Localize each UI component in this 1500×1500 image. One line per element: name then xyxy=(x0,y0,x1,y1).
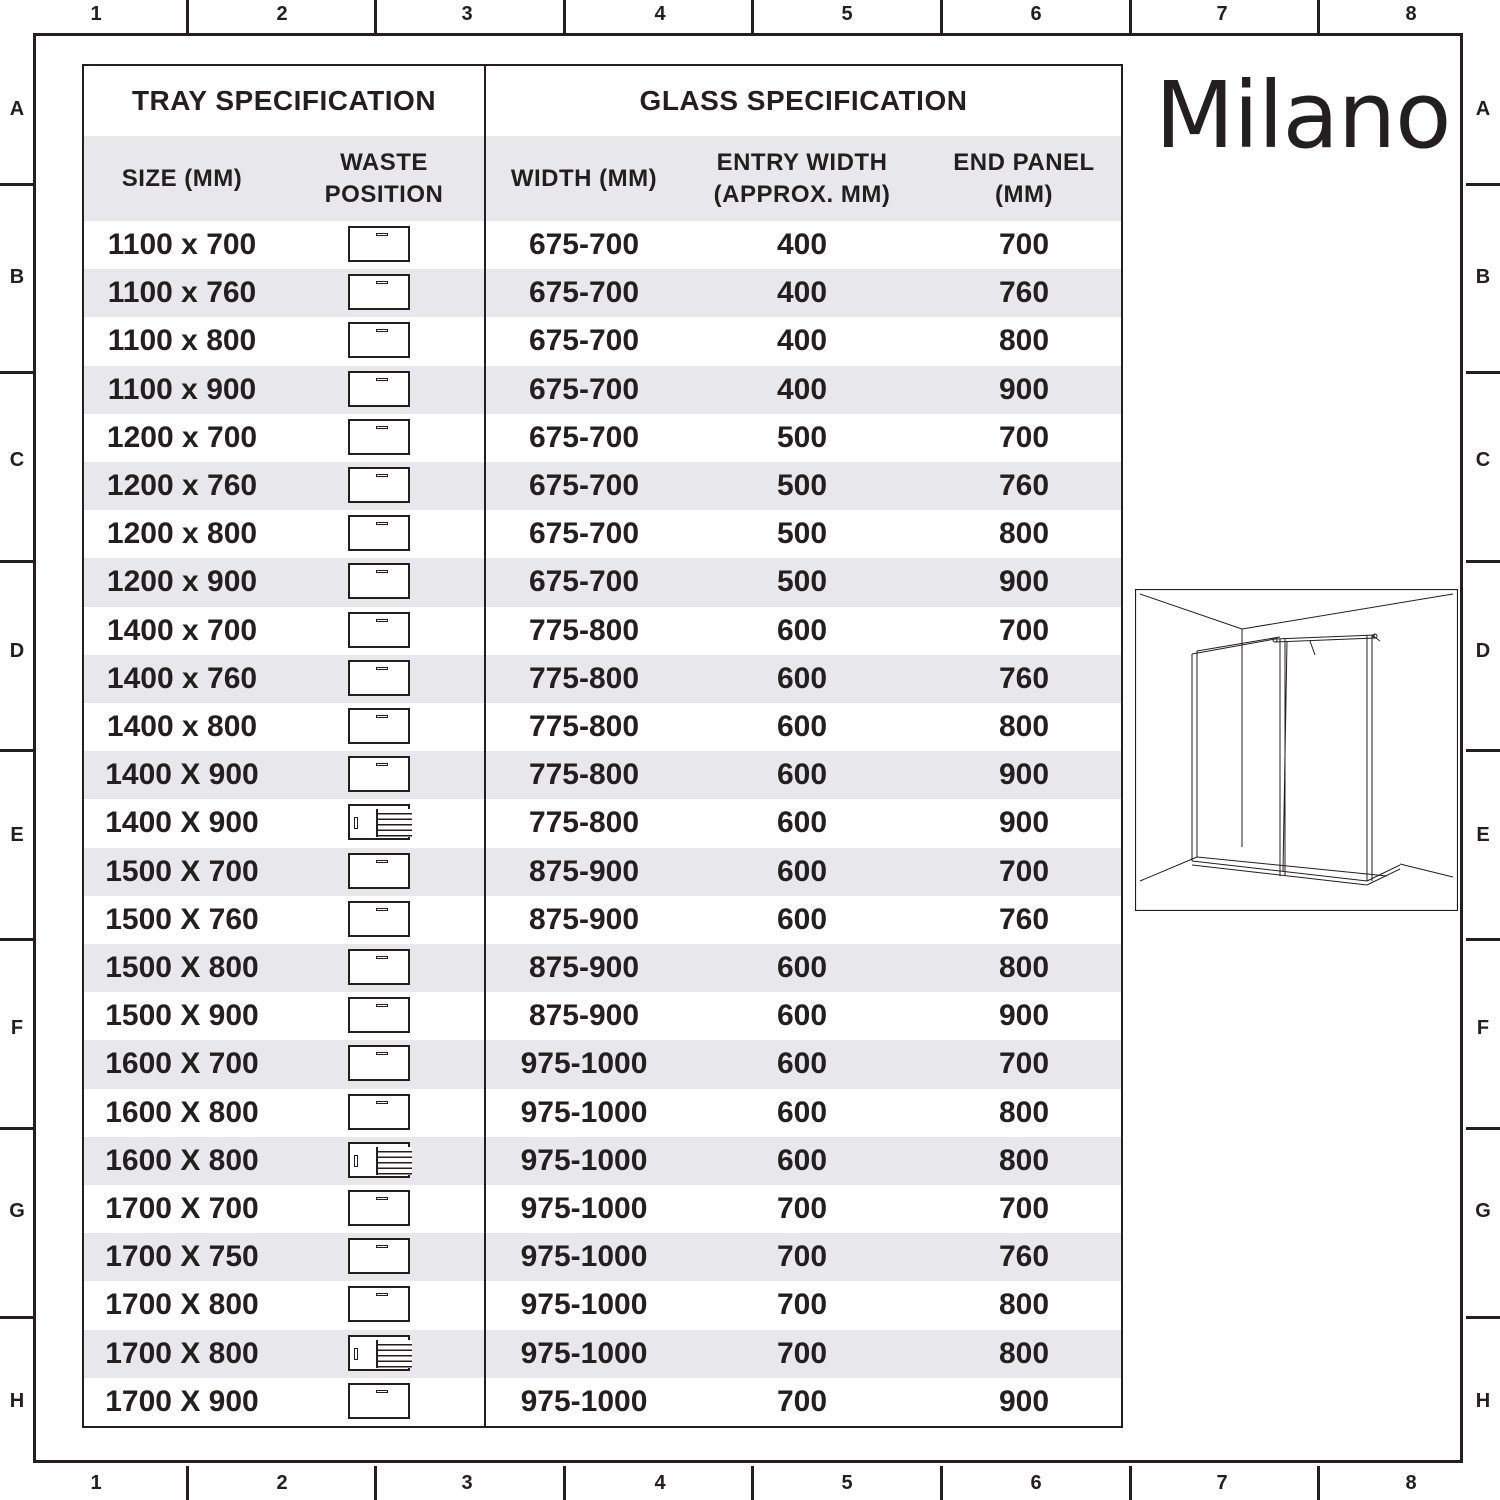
end-panel-cell: 800 xyxy=(998,517,1050,551)
grid-tick xyxy=(0,749,33,752)
end-panel-cell: 700 xyxy=(998,228,1050,262)
table-row xyxy=(84,799,1121,847)
row-label-right: A xyxy=(1475,98,1491,120)
entry-width-cell: 600 xyxy=(776,758,828,792)
specification-table xyxy=(82,64,1123,1428)
entry-width-cell: 400 xyxy=(776,324,828,358)
entry-width-cell: 700 xyxy=(776,1384,828,1418)
width-cell: 875-900 xyxy=(528,951,640,985)
entry-width-cell: 600 xyxy=(776,661,828,695)
table-row xyxy=(84,607,1121,655)
entry-width-cell: 600 xyxy=(776,854,828,888)
grid-tick xyxy=(1317,0,1320,33)
width-cell: 975-1000 xyxy=(520,1047,648,1081)
grid-tick xyxy=(0,1316,33,1319)
size-cell: 1600 X 800 xyxy=(105,1095,259,1129)
size-cell: 1700 X 800 xyxy=(105,1336,259,1370)
grid-tick xyxy=(1466,1316,1500,1319)
row-label-right: D xyxy=(1475,640,1491,662)
size-cell: 1400 x 700 xyxy=(106,613,258,647)
column-label-bottom: 4 xyxy=(654,1472,666,1494)
width-cell: 975-1000 xyxy=(520,1240,648,1274)
size-cell: 1200 x 800 xyxy=(106,517,258,551)
size-cell: 1100 x 900 xyxy=(107,372,257,406)
width-cell: 975-1000 xyxy=(520,1336,648,1370)
end-panel-cell: 700 xyxy=(998,420,1050,454)
tray-spec-title: TRAY SPECIFICATION xyxy=(131,85,437,116)
width-cell: 875-900 xyxy=(528,854,640,888)
grid-tick xyxy=(374,0,377,33)
tray-grate-mark xyxy=(376,809,412,837)
entry-width-cell: 500 xyxy=(776,469,828,503)
size-cell: 1700 X 900 xyxy=(105,1384,259,1418)
center-waste-icon xyxy=(348,949,410,985)
center-waste-icon xyxy=(348,226,410,262)
end-panel-cell: 900 xyxy=(998,372,1050,406)
entry-width-cell: 400 xyxy=(776,276,828,310)
grid-tick xyxy=(1129,1466,1132,1500)
table-row xyxy=(84,1330,1121,1378)
entry-width-cell: 600 xyxy=(776,1143,828,1177)
end-panel-cell: 800 xyxy=(998,1143,1050,1177)
grid-tick xyxy=(1129,0,1132,33)
width-cell: 975-1000 xyxy=(520,1384,648,1418)
grid-tick xyxy=(0,371,33,374)
waste-outlet-mark xyxy=(376,329,388,332)
width-cell: 875-900 xyxy=(528,999,640,1033)
entry-width-cell: 600 xyxy=(776,806,828,840)
column-label-bottom: 1 xyxy=(90,1472,102,1494)
grid-tick xyxy=(751,0,754,33)
column-label-top: 6 xyxy=(1030,3,1042,25)
linear-waste-icon xyxy=(348,1142,410,1178)
entry-width-cell: 700 xyxy=(776,1288,828,1322)
size-cell: 1400 x 760 xyxy=(106,661,258,695)
column-label-top: 1 xyxy=(90,3,102,25)
size-cell: 1400 X 900 xyxy=(105,806,259,840)
column-label-top: 4 xyxy=(654,3,666,25)
grid-tick xyxy=(1466,749,1500,752)
center-waste-icon xyxy=(348,1383,410,1419)
waste-outlet-mark xyxy=(376,378,388,381)
end-panel-cell: 800 xyxy=(998,324,1050,358)
row-label-left: D xyxy=(9,640,25,662)
end-panel-cell: 900 xyxy=(998,806,1050,840)
entry-width-cell: 600 xyxy=(776,710,828,744)
end-panel-cell: 900 xyxy=(998,565,1050,599)
row-label-right: F xyxy=(1476,1017,1490,1039)
end-panel-cell: 700 xyxy=(998,1047,1050,1081)
waste-outlet-mark xyxy=(354,1155,358,1167)
end-panel-cell: 760 xyxy=(998,469,1050,503)
width-cell: 675-700 xyxy=(528,276,640,310)
entry-width-cell: 500 xyxy=(776,565,828,599)
width-cell: 675-700 xyxy=(528,420,640,454)
width-cell: 775-800 xyxy=(528,710,640,744)
waste-outlet-mark xyxy=(354,817,358,829)
grid-tick xyxy=(1466,560,1500,563)
grid-tick xyxy=(563,1466,566,1500)
center-waste-icon xyxy=(348,274,410,310)
table-row xyxy=(84,751,1121,799)
size-cell: 1600 X 700 xyxy=(105,1047,259,1081)
grid-tick xyxy=(1466,183,1500,186)
entry-width-cell: 500 xyxy=(776,517,828,551)
width-cell: 775-800 xyxy=(528,758,640,792)
table-row xyxy=(84,848,1121,896)
grid-tick xyxy=(0,560,33,563)
table-row xyxy=(84,510,1121,558)
column-label-bottom: 5 xyxy=(841,1472,853,1494)
waste-outlet-mark xyxy=(354,1348,358,1360)
size-cell: 1600 X 800 xyxy=(105,1143,259,1177)
row-label-left: E xyxy=(10,824,24,846)
width-cell: 675-700 xyxy=(528,469,640,503)
waste-outlet-mark xyxy=(376,281,388,284)
column-label-bottom: 7 xyxy=(1216,1472,1228,1494)
size-cell: 1500 X 700 xyxy=(105,854,259,888)
row-label-left: A xyxy=(9,98,25,120)
tray-grate-mark xyxy=(376,1340,412,1368)
end-panel-cell: 900 xyxy=(998,999,1050,1033)
column-label-top: 5 xyxy=(841,3,853,25)
row-label-right: B xyxy=(1475,266,1491,288)
entry-width-cell: 600 xyxy=(776,613,828,647)
grid-tick xyxy=(374,1466,377,1500)
entry-width-column-header: ENTRY WIDTH (APPROX. MM) xyxy=(713,148,891,208)
entry-width-cell: 600 xyxy=(776,1047,828,1081)
table-row xyxy=(84,1378,1121,1426)
grid-tick xyxy=(0,183,33,186)
tray-grate-mark xyxy=(376,1147,412,1175)
width-cell: 675-700 xyxy=(528,372,640,406)
column-label-top: 2 xyxy=(276,3,288,25)
center-waste-icon xyxy=(348,1286,410,1322)
center-waste-icon xyxy=(348,467,410,503)
center-waste-icon xyxy=(348,371,410,407)
width-cell: 775-800 xyxy=(528,661,640,695)
grid-tick xyxy=(940,1466,943,1500)
size-column-header: SIZE (MM) xyxy=(121,164,243,192)
width-cell: 975-1000 xyxy=(520,1143,648,1177)
end-panel-cell: 800 xyxy=(998,1095,1050,1129)
entry-width-cell: 700 xyxy=(776,1240,828,1274)
end-panel-cell: 800 xyxy=(998,951,1050,985)
waste-outlet-mark xyxy=(376,1004,388,1007)
row-label-left: G xyxy=(9,1200,25,1222)
table-row xyxy=(84,1281,1121,1329)
waste-outlet-mark xyxy=(376,908,388,911)
linear-waste-icon xyxy=(348,1335,410,1371)
center-waste-icon xyxy=(348,322,410,358)
entry-width-cell: 500 xyxy=(776,420,828,454)
waste-outlet-mark xyxy=(376,1293,388,1296)
size-cell: 1100 x 760 xyxy=(107,276,257,310)
row-label-left: B xyxy=(9,266,25,288)
table-row xyxy=(84,269,1121,317)
row-label-right: G xyxy=(1475,1200,1491,1222)
table-row xyxy=(84,992,1121,1040)
end-panel-cell: 800 xyxy=(998,1288,1050,1322)
width-cell: 975-1000 xyxy=(520,1095,648,1129)
center-waste-icon xyxy=(348,756,410,792)
grid-tick xyxy=(940,0,943,33)
size-cell: 1100 x 800 xyxy=(107,324,257,358)
waste-outlet-mark xyxy=(376,715,388,718)
table-row xyxy=(84,462,1121,510)
size-cell: 1700 X 750 xyxy=(105,1240,259,1274)
entry-width-cell: 700 xyxy=(776,1336,828,1370)
end-panel-cell: 700 xyxy=(998,613,1050,647)
size-cell: 1400 x 800 xyxy=(106,710,258,744)
table-row xyxy=(84,703,1121,751)
size-cell: 1200 x 700 xyxy=(106,420,258,454)
width-cell: 975-1000 xyxy=(520,1192,648,1226)
table-row xyxy=(84,944,1121,992)
size-cell: 1500 X 800 xyxy=(105,951,259,985)
grid-tick xyxy=(751,1466,754,1500)
grid-tick xyxy=(0,938,33,941)
waste-outlet-mark xyxy=(376,1101,388,1104)
end-panel-cell: 760 xyxy=(998,276,1050,310)
center-waste-icon xyxy=(348,563,410,599)
column-label-top: 7 xyxy=(1216,3,1228,25)
column-label-bottom: 6 xyxy=(1030,1472,1042,1494)
center-waste-icon xyxy=(348,997,410,1033)
grid-tick xyxy=(1466,938,1500,941)
entry-width-cell: 600 xyxy=(776,902,828,936)
center-waste-icon xyxy=(348,901,410,937)
waste-column-header: WASTE POSITION xyxy=(324,148,444,208)
waste-outlet-mark xyxy=(376,233,388,236)
center-waste-icon xyxy=(348,1094,410,1130)
table-row xyxy=(84,1233,1121,1281)
linear-waste-icon xyxy=(348,804,410,840)
size-cell: 1500 X 900 xyxy=(105,999,259,1033)
table-row xyxy=(84,655,1121,703)
walk-in-shower-diagram xyxy=(1135,589,1458,911)
end-panel-cell: 800 xyxy=(998,710,1050,744)
grid-tick xyxy=(186,0,189,33)
center-waste-icon xyxy=(348,515,410,551)
end-panel-cell: 800 xyxy=(998,1336,1050,1370)
table-row xyxy=(84,558,1121,606)
grid-tick xyxy=(1317,1466,1320,1500)
row-label-right: C xyxy=(1475,449,1491,471)
size-cell: 1700 X 800 xyxy=(105,1288,259,1322)
row-label-right: H xyxy=(1475,1390,1491,1412)
entry-width-cell: 400 xyxy=(776,228,828,262)
grid-tick xyxy=(563,0,566,33)
waste-outlet-mark xyxy=(376,1245,388,1248)
grid-tick xyxy=(1466,371,1500,374)
grid-tick xyxy=(186,1466,189,1500)
end-panel-cell: 760 xyxy=(998,661,1050,695)
milano-logo: Milano xyxy=(1155,62,1451,169)
row-label-right: E xyxy=(1476,824,1490,846)
end-panel-cell: 700 xyxy=(998,854,1050,888)
table-row xyxy=(84,414,1121,462)
waste-outlet-mark xyxy=(376,426,388,429)
width-cell: 675-700 xyxy=(528,324,640,358)
width-cell: 675-700 xyxy=(528,565,640,599)
grid-tick xyxy=(0,1127,33,1130)
center-waste-icon xyxy=(348,853,410,889)
end-panel-column-header: END PANEL (MM) xyxy=(953,148,1095,208)
width-cell: 875-900 xyxy=(528,902,640,936)
column-label-bottom: 2 xyxy=(276,1472,288,1494)
entry-width-cell: 600 xyxy=(776,1095,828,1129)
center-waste-icon xyxy=(348,660,410,696)
table-row xyxy=(84,1089,1121,1137)
size-cell: 1200 x 900 xyxy=(106,565,258,599)
waste-outlet-mark xyxy=(376,1197,388,1200)
waste-outlet-mark xyxy=(376,1390,388,1393)
table-row xyxy=(84,366,1121,414)
width-column-header: WIDTH (MM) xyxy=(510,164,658,192)
width-cell: 775-800 xyxy=(528,806,640,840)
size-cell: 1500 X 760 xyxy=(105,902,259,936)
center-waste-icon xyxy=(348,419,410,455)
size-cell: 1200 x 760 xyxy=(106,469,258,503)
center-waste-icon xyxy=(348,1045,410,1081)
size-cell: 1100 x 700 xyxy=(107,228,257,262)
column-label-bottom: 8 xyxy=(1405,1472,1417,1494)
column-label-bottom: 3 xyxy=(461,1472,473,1494)
waste-outlet-mark xyxy=(376,474,388,477)
width-cell: 975-1000 xyxy=(520,1288,648,1322)
waste-outlet-mark xyxy=(376,860,388,863)
waste-outlet-mark xyxy=(376,522,388,525)
glass-spec-title: GLASS SPECIFICATION xyxy=(639,85,968,116)
table-row xyxy=(84,221,1121,269)
row-label-left: H xyxy=(9,1390,25,1412)
waste-outlet-mark xyxy=(376,956,388,959)
row-label-left: C xyxy=(9,449,25,471)
waste-outlet-mark xyxy=(376,763,388,766)
waste-outlet-mark xyxy=(376,619,388,622)
end-panel-cell: 760 xyxy=(998,1240,1050,1274)
table-row xyxy=(84,1040,1121,1088)
waste-outlet-mark xyxy=(376,1052,388,1055)
center-waste-icon xyxy=(348,708,410,744)
table-row xyxy=(84,1137,1121,1185)
column-label-top: 8 xyxy=(1405,3,1417,25)
table-row xyxy=(84,1185,1121,1233)
width-cell: 675-700 xyxy=(528,228,640,262)
entry-width-cell: 600 xyxy=(776,999,828,1033)
entry-width-cell: 600 xyxy=(776,951,828,985)
shower-enclosure-drawing xyxy=(1136,590,1458,911)
table-row xyxy=(84,317,1121,365)
end-panel-cell: 900 xyxy=(998,758,1050,792)
width-cell: 675-700 xyxy=(528,517,640,551)
row-label-left: F xyxy=(10,1017,24,1039)
grid-tick xyxy=(1466,1127,1500,1130)
width-cell: 775-800 xyxy=(528,613,640,647)
table-row xyxy=(84,896,1121,944)
entry-width-cell: 400 xyxy=(776,372,828,406)
center-waste-icon xyxy=(348,612,410,648)
waste-outlet-mark xyxy=(376,570,388,573)
column-label-top: 3 xyxy=(461,3,473,25)
size-cell: 1400 X 900 xyxy=(105,758,259,792)
size-cell: 1700 X 700 xyxy=(105,1192,259,1226)
center-waste-icon xyxy=(348,1190,410,1226)
end-panel-cell: 760 xyxy=(998,902,1050,936)
waste-outlet-mark xyxy=(376,667,388,670)
entry-width-cell: 700 xyxy=(776,1192,828,1226)
end-panel-cell: 900 xyxy=(998,1384,1050,1418)
end-panel-cell: 700 xyxy=(998,1192,1050,1226)
center-waste-icon xyxy=(348,1238,410,1274)
